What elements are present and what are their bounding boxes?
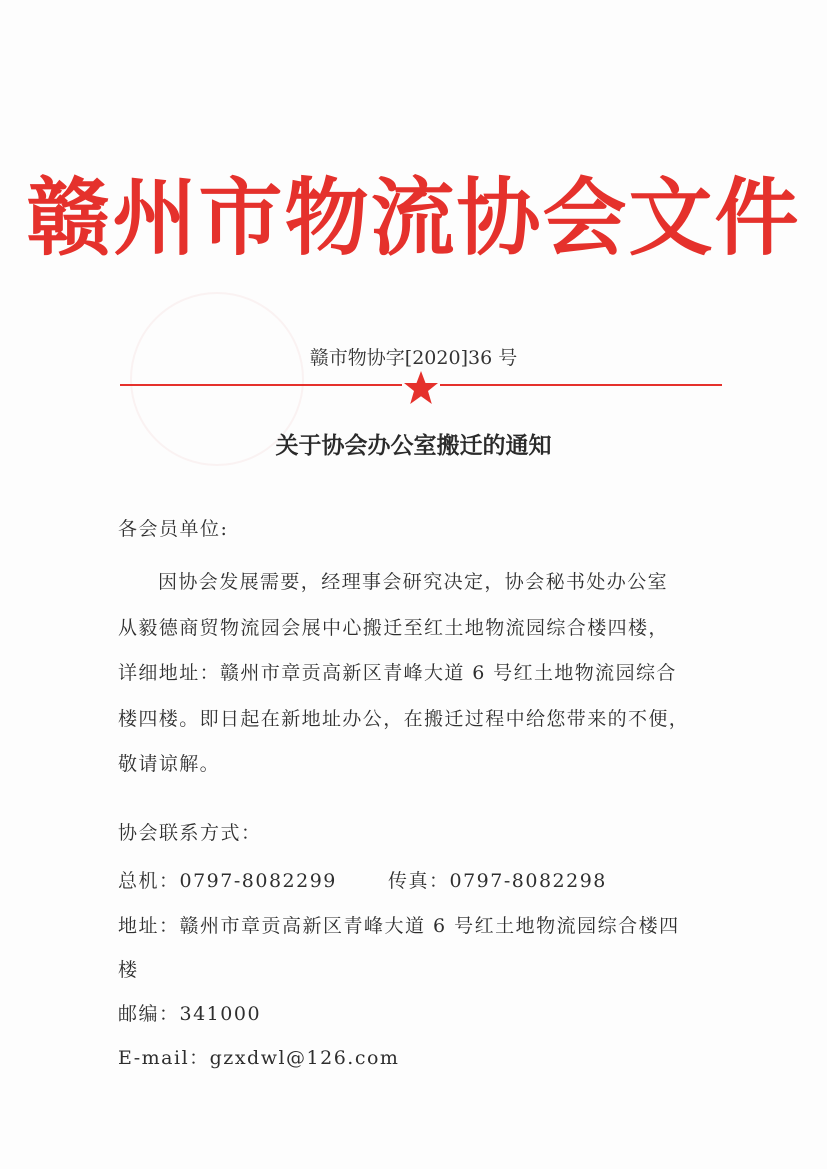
email-address: E-mail：gzxdwl@126.com: [118, 1047, 400, 1069]
phone-fax-row: [118, 866, 718, 896]
address-line-1: 地址：赣州市章贡高新区青峰大道 6 号红土地物流园综合楼四: [118, 915, 680, 937]
postcode: 邮编：341000: [118, 1003, 262, 1025]
fax-number: 传真：0797-8082298: [388, 870, 607, 892]
paragraph-line: 从毅德商贸物流园会展中心搬迁至红土地物流园综合楼四楼，: [118, 616, 669, 639]
address-line-2: 楼: [118, 959, 139, 981]
contact-heading: 协会联系方式：: [118, 822, 262, 844]
red-star-icon: [402, 370, 440, 406]
document-masthead: 赣州市物流协会文件: [26, 168, 801, 267]
red-rule-left: [120, 384, 402, 386]
paragraph-line: 楼四楼。即日起在新地址办公，在搬迁过程中给您带来的不便，: [118, 707, 690, 730]
notice-title: 关于协会办公室搬迁的通知: [275, 432, 552, 459]
red-rule-right: [440, 384, 722, 386]
paragraph-line: 敬请谅解。: [118, 753, 221, 775]
paragraph-line: 因协会发展需要，经理事会研究决定，协会秘书处办公室: [158, 571, 669, 593]
notice-body-paragraph: [118, 560, 718, 788]
salutation: 各会员单位:: [118, 518, 229, 540]
document-number: 赣市物协字[2020]36 号: [309, 347, 518, 369]
paragraph-line: 详细地址：赣州市章贡高新区青峰大道 6 号红土地物流园综合: [118, 662, 677, 684]
phone-number: 总机：0797-8082299: [118, 870, 337, 892]
